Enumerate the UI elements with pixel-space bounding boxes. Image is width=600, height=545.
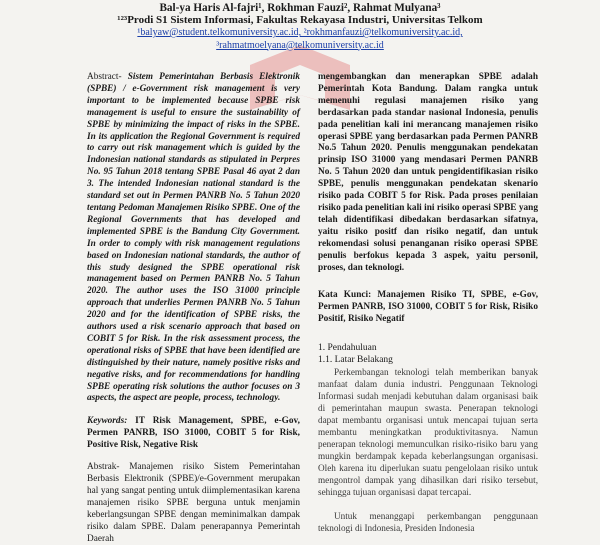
abstrak-label: Abstrak- xyxy=(87,462,120,473)
abstrak-continuation: mengembangkan dan menerapkan SPBE adalah Pemerintah Kota Bandung. Dalam rangka untuk memenuhi regulasi manajemen risiko yang berdasarkan pada standar nasional Indonesia, penulis pada penelitian kali ini merancang manajemen risiko operasi SPBE yang berdasarkan pada Permen PANRB No.5 Tahun 2020. Penulis menggunakan pendekatan prinsip ISO 31000 yang mendasari Permen PANRB No. 5 Tahun 2020 dan untuk pengidentifikasian risiko SPBE, penulis menggunakan pendekatan skenario risiko pada COBIT 5 for Risk. Pada proses penilaian risiko pada penelitian kali ini risiko operasi SPBE yang telah didentifikasi dibedakan berdasarkan sifatnya, yaitu risiko positf dan risiko negatif, dan untuk rekomendasi solusi penanganan risiko operasi SPBE penulis berfokus kepada 3 aspek, yaitu personil, proses, dan teknologi. xyxy=(318,72,538,273)
keywords-label: Keywords: xyxy=(87,416,128,427)
abstract-label: Abstract- xyxy=(87,72,122,82)
body-paragraph-2: Untuk menanggapi perkembangan penggunaan teknologi di Indonesia, Presiden Indonesia xyxy=(318,511,538,534)
right-column xyxy=(318,72,538,534)
body-paragraph-1: Perkembangan teknologi telah memberikan banyak manfaat dalam dunia industri. Penggunaan Teknologi Informasi sudah menjadi kebutuhan dalam organisasi baik di pemerintahan maupun swasta. Penerapan teknologi dapat membantu organisasi untuk mencapai tujuan serta membantu meningkatkan produktivitasnya. Namun penerapan teknologi memunculkan risiko-risiko baru yang mungkin berdampak kepada keberlangsungan organisasi. Oleh karena itu diperlukan suatu pengelolaan risiko untuk mengontrol dampak yang dihasilkan dari risiko tersebut, sehingga tujuan organisasi dapat tercapai. xyxy=(318,367,538,498)
email-line-2[interactable]: ³rahmatmoelyana@telkomuniversity.ac.id xyxy=(216,39,384,51)
affiliation: ¹²³Prodi S1 Sistem Informasi, Fakultas Rekayasa Industri, Universitas Telkom xyxy=(117,14,483,26)
left-column xyxy=(87,72,300,545)
keywords-indonesian xyxy=(318,290,538,326)
abstract-text: Sistem Pemerintahan Berbasis Elektronik (SPBE) / e-Government risk management is very important to be implemented because SPBE risk management is useful to ensure the sustainability of SPBE by minimizing the impact of risks in the SPBE. In its application the Regional Government is required to carry out risk management which is guided by the Indonesian national standards as stipulated in Perpres No. 95 Tahun 2018 tentang SPBE Pasal 46 ayat 2 dan 3. The intended Indonesian national standard is the standard set out in Permen PANRB No. 5 Tahun 2020 tentang Pedoman Manajemen Risiko SPBE. One of the Regional Governments that has developed and implemented SPBE is the Bandung City Government. In order to comply with risk management regulations based on Indonesian national standards, the author of this study designed the SPBE operational risk management based on Permen PANRB No. 5 Tahun 2020. The author uses the ISO 31000 principle approach that underlies Permen PANRB No. 5 Tahun 2020 and for the identification of SPBE risks, the authors used a risk scenario approach that based on COBIT 5 for Risk. In the risk assessment process, the operational risks of SPBE that have been identified are distinguished by their nature, namely positive risks and negative risks, and for recommendations for handling SPBE operating risk solutions the author focuses on 3 aspects, the aspect are people, process, technology. xyxy=(87,72,300,404)
abstract-english xyxy=(87,72,300,405)
abstrak-text: Manajemen risiko Sistem Pemerintahan Berbasis Elektronik (SPBE)/e-Government merupakan hal yang sangat penting untuk diimplementasikan karena manajemen risiko SPBE berguna untuk menjamin keberlangsungan SPBE dengan meminimalkan dampak risiko dalam SPBE. Dalam penerapannya Pemerintah Daerah xyxy=(87,462,300,544)
subsection-title: 1.1. Latar Belakang xyxy=(318,355,393,366)
kata-kunci-text: Manajemen Risiko TI, SPBE, e-Gov, Permen PANRB, ISO 31000, COBIT 5 for Risk, Risiko Positif, Risiko Negatif xyxy=(318,290,539,325)
paper-header xyxy=(0,0,600,52)
kata-kunci-label: Kata Kunci: xyxy=(318,290,372,301)
author-list: Bal-ya Haris Al-fajri¹, Rokhman Fauzi², Rahmat Mulyana³ xyxy=(159,2,441,14)
keywords-english xyxy=(87,416,300,452)
email-line-1[interactable]: ¹balyaw@student.telkomuniversity.ac.id, ²rokhmanfauzi@telkomuniversity.ac.id, xyxy=(137,27,463,38)
section-title: 1. Pendahuluan xyxy=(318,343,377,354)
keywords-text: IT Risk Management, SPBE, e-Gov, Permen PANRB, ISO 31000, COBIT 5 for Risk, Positive Risk, Negative Risk xyxy=(87,416,300,451)
abstrak-indonesian xyxy=(87,462,300,545)
